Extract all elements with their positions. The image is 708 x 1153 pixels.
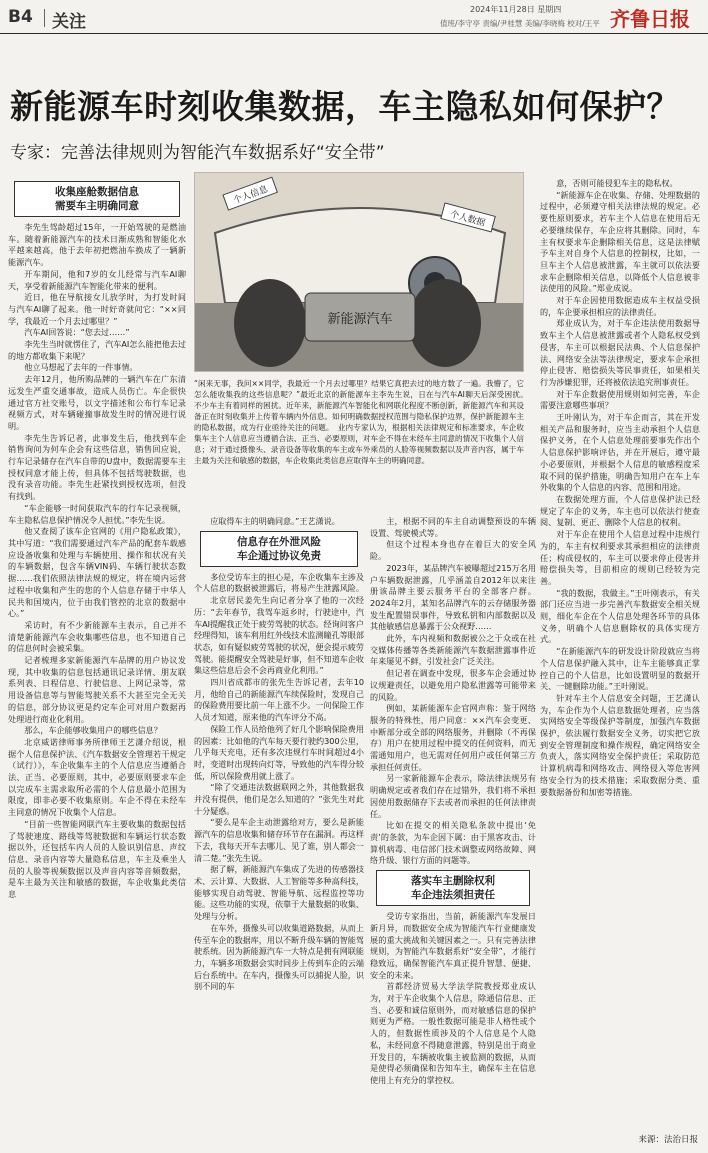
- paragraph: “我的数据，我做主。”王叶刚表示，有关部门还应当进一步完善汽车数据安全相关规则，细化车企在个人信息处理各环节的具体义务，明确个人信息删除权的具体实现方式。: [540, 587, 700, 645]
- paragraph: 例如，某新能源车企官网声称：鉴于网络服务的特殊性，用户同意：××汽车会变更、中断部分或全部的网络服务，并删除（不再保存）用户在使用过程中提交的任何资料，而无需通知用户，也无需对任何用户或任何第三方承担任何责任。: [370, 703, 536, 772]
- section-box-1-line-1: 收集座舱数据信息: [55, 186, 139, 198]
- paragraph: 北京威诺律师事务所律师王艺潇介绍说，根据个人信息保护法、《汽车数据安全管理若干规定（试行）》，车企收集车主的个人信息应当遵循合法、正当、必要原则，其中，必要原则要求车企以完成车主需求取所必需的个人信息最小范围为限度，即非必要不收集原则。车企不得在未经车主同意的情况下收集个人信息。: [8, 736, 186, 818]
- paragraph: 去年12月，他所购品牌的一辆汽车在广东清远发生严重交通事故，造成人员伤亡。车企很快通过官方社交账号，以文字描述和公布行车记录视频方式，对车辆碰撞事故发生时的情况进行说明。: [8, 374, 186, 431]
- paragraph: 李先生当时就愣住了，汽车AI怎么能把他去过的地方都收集下来呢？: [8, 339, 186, 361]
- column-3-body: [370, 516, 536, 867]
- passenger-seat: [409, 279, 481, 367]
- paragraph: 李先生驾龄超过15年，一开始驾驶的是燃油车。随着新能源汽车的技术日渐成熟和智能化水平越来越高，他于去年初把燃油车换成了一辆新能源汽车。: [8, 222, 186, 268]
- headline: 新能源车时刻收集数据，车主隐私如何保护？: [10, 87, 680, 126]
- section-box-1-line-2: 需要车主明确同意: [55, 200, 139, 212]
- section-box-2-line-2: 车企通过协议免责: [237, 549, 321, 562]
- car-label: 新能源汽车: [327, 312, 393, 327]
- driver-seat: [234, 279, 306, 367]
- paragraph: 对于车企数据使用规则如何完善，车企需要注意哪些事项？: [540, 388, 700, 411]
- section-box-2-line-1: 信息存在外泄风险: [237, 535, 321, 548]
- paragraph: 开车期间，他和7岁的女儿经常与汽车AI聊天，享受着新能源汽车智能化带来的便利。: [8, 268, 186, 291]
- column-1: [8, 178, 186, 1123]
- paragraph: “在新能源汽车的研发设计阶段就应当将个人信息保护融入其中，让车主能够真正掌控自己的个人信息，比如设置明显的数据开关、一键删除功能。”王叶刚说。: [540, 646, 700, 692]
- section-name: 关注: [52, 12, 86, 32]
- paragraph: 多位受访车主的担心是，车企收集车主涉及个人信息的数据被泄露后，将易产生泄露风险。: [194, 571, 364, 594]
- paragraph: “车企能够一时间获取汽车的行车记录视频，车主隐私信息保护情况令人担忧。”李先生说。: [8, 502, 186, 525]
- column-4: [540, 178, 700, 1123]
- car-interior-illustration: [195, 173, 524, 372]
- paragraph: 汽车AI回答说：“您去过……”: [24, 327, 130, 338]
- paragraph: “除了交通违法数据联网之外，其他数据我并没有提供，他们是怎么知道的？”张先生对此十分疑惑。: [194, 782, 364, 816]
- paragraph: 李先生告诉记者，此事发生后，他找到车企销售询问为何车企会有这些信息，销售回应说，行车记录储存在汽车自带的U盘中，数据需要车主授权同意才能上传，但具体不包括驾驶数据，也没有录音功能。李先生赶紧找到授权选项，但没有找到。: [8, 432, 186, 502]
- page-header: [0, 0, 708, 34]
- paragraph: 对于车企在使用个人信息过程中违规行为的，车主有权利要求其承担相应的法律责任；构成侵权的，车主可以要求停止侵害并赔偿损失等，目前相应的规则已经较为完善。: [540, 529, 700, 586]
- paragraph: 他又查阅了该车企官网的《用户隐私政策》，其中写道：“我们需要通过汽车产品的配套车载感应设备收集和处理与车辆使用、操作和状况有关的车辆数据，包含车辆VIN码、车辆行驶状态数据……我们依照法律法规的规定，将在境内运营过程中收集和产生的您的个人信息存储于中华人民共和国境内，位于由我们管控的北京的数据中心。”: [8, 526, 186, 619]
- illustration: [194, 172, 524, 372]
- column-3-body-2: [370, 911, 536, 1087]
- section-box-1: [14, 181, 180, 217]
- paragraph: “目前一些智能网联汽车主要收集的数据包括了驾驶速度、路线等驾驶数据和车辆运行状态数据以外，还包括车内人员的人脸识别信息、声纹信息、录音内容等大量隐私信息，车主及乘坐人员的人脸等视频数据以及声音内容等音频数据，是车主最为关注和敏感的数据，车企收集此类信息: [8, 818, 186, 900]
- data-tag-1-label: 个人信息: [232, 184, 270, 207]
- illustration-caption: “闲来无事，我问××同学，我最近一个月去过哪里？结果它真把去过的地方数了一遍。我懵了，它怎么能收集我的这些信息呢？”最近北京的新能源车主李先生说，日在与汽车AI聊天后深受困扰。 不少车主有着同样的困扰。近年来，新能源汽车智能化和网联化程度不断创新，新能源汽车和其设备正在时刻收集并上传着车辆内外信息。如何明确数据授权范围与隐私保护边界，保护新能源车主的隐私数据，成为行业亟待关注的问题。 业内专家认为，根据相关法律规定和标准要求，车企收集车主个人信息应当遵循合法、正当、必要原则，对车企不得在未经车主同意的情况下收集个人信息；对于通过摄像头、录音设备等收集的车主或车外乘员的人脸等视频数据以及声音内容，属于车主最为关注和敏感的数据，车企收集此类信息应取得车主的明确同意。: [194, 379, 532, 465]
- paragraph: 主，根据不同的车主自动调整预设的车辆设置、驾驶模式等。: [370, 516, 536, 538]
- paragraph: “新能源车企在收集、存储、处理数据的过程中，必须遵守相关法律法规的规定。必要性原则要求，若车主个人信息在使用后无必要继续保存，车企应将其删除。同时，车主有权要求车企删除相关信息，这是法律赋予车主对自身个人信息的控制权，比如，一旦车主个人信息被泄露，车主就可以依法要求车企删除相关信息，以降低个人信息被非法使用的风险。”郑业成说。: [540, 189, 700, 294]
- paragraph: 在数据处理方面，个人信息保护法已经规定了车企的义务，车主也可以依法行使查阅、复制、更正、删除个人信息的权利。: [540, 493, 700, 528]
- article-source: 来源：法治日报: [638, 1135, 698, 1145]
- paragraph: 在车外，摄像头可以收集道路数据，从而上传至车企的数据库，用以不断升级车辆的智能驾驶系统。因为新能源汽车一大特点是拥有网联能力，车辆多项数据会实时同步上传到车企的云端后台系统中。在车内，摄像头可以捕捉人脸，识别不同的车: [194, 922, 364, 992]
- paragraph: “要么是车企主动泄露给对方，要么是新能源汽车的信息收集和储存环节存在漏洞。再这样下去，我每天开车去哪儿、见了谁，别人都会一清二楚。”张先生说。: [194, 817, 364, 863]
- paragraph: 但记者在调查中发现，很多车企会通过协议规避责任，以避免用户隐私泄露等可能带来的风险。: [370, 668, 536, 702]
- paragraph: 王叶刚认为，对于车企而言，其在开发相关产品和服务时，应当主动承担个人信息保护义务，在个人信息处理前要事先作出个人信息保护影响评估，并在开展后，遵守最小必要原则，并根据个人信息的敏感程度采取不同的保护措施，明确告知用户在车上车外收集的个人信息的内容、范围和用途。: [540, 412, 700, 493]
- paragraph: 他立马想起了去年的一件事情。: [24, 362, 138, 373]
- section-box-2: [200, 531, 358, 567]
- page-number: B4: [8, 7, 33, 27]
- paragraph: 应取得车主的明确同意。”王艺潇说。: [210, 516, 340, 526]
- paragraph: 保险工作人员给他列了好几个影响保险费用的因素：比如他的汽车每天要行驶约300公里，几乎每天充电，还有多次违规行车时间超过4小时，变道时出现转向灯等，导致他的汽车得分较低，所以保险费用就上涨了。: [194, 723, 364, 781]
- paragraph: 对于车企因使用数据造成车主权益受损的，车企要承担相应的法律责任。: [540, 295, 700, 317]
- paragraph: 采访时，有不少新能源车主表示，自己并不清楚新能源汽车会收集哪些信息，也不知道自己的信息何时会被采集。: [8, 619, 186, 654]
- paragraph: 记者梳理多家新能源汽车品牌的用户协议发现，其中收集的信息包括通讯记录详情、朋友联系列表、日程信息、行驶信息、上网记录等，常用设备信息等与智能驾驶关系不大甚至完全无关的信息，部分协议更是约定车企可对用户数据再处理进行商业化利用。: [8, 655, 186, 724]
- editorial-credits: 值班/李守亭 责编/尹桂慧 美编/李晓梅 校对/王平: [440, 19, 600, 28]
- section-box-3-line-2: 车企违法须担责任: [411, 889, 495, 902]
- paragraph: 比如在提交的相关隐私条款中提出‘免责’的条款，为车企因下属：由于黑客攻击、计算机病毒、电信部门技术调整或网络故障、网络升级、银行方面的问题等。: [370, 820, 536, 866]
- paragraph: 意，否则可能侵犯车主的隐私权。: [556, 178, 678, 188]
- column-2: [194, 516, 364, 1123]
- column-2-body: [194, 572, 364, 993]
- paragraph: 北京居民姜先生向记者分享了他的一次经历：“去年春节，我驾车返乡时，行驶途中，汽车AI提醒我正处于疲劳驾驶的状态。经询问客户经理得知，该车利用红外线技术监测瞳孔等眼部状态，如有疑似疲劳驾驶的状况，便会提示疲劳驾驶。能提醒安全驾驶是好事，但不知道车企收集这些信息后会不会再商业化利用。”: [194, 595, 364, 676]
- section-box-3: [376, 870, 530, 906]
- column-1-body: [8, 222, 186, 901]
- issue-date: 2024年11月28日 星期四: [470, 5, 562, 14]
- paragraph: 四川省成都市的张先生告诉记者，去年10月，他给自己的新能源汽车续保险时，发现自己的保险费用要比前一年上涨不少。一问保险工作人员才知道，原来他的汽车评分不高。: [194, 677, 364, 723]
- section-box-3-line-1: 落实车主删除权利: [411, 875, 495, 888]
- newspaper-logo: 齐鲁日报: [610, 7, 690, 31]
- paragraph: 2023年，某品牌汽车被曝超过215万名用户车辆数据泄露，几乎涵盖自2012年以来注册该品牌主要云服务平台的全部客户群。2024年2月，某知名品牌汽车的云存储服务器发生配置错误事件，导致私钥和内部数据以及其他敏感信息暴露于公众视野……: [370, 562, 536, 632]
- paragraph: 郑业成认为，对于车企违法使用数据导致车主个人信息被泄露或者个人隐私权受到侵害，车主可以根据民法典、个人信息保护法、网络安全法等法律规定，要求车企承担停止侵害、赔偿损失等民事责任，如果相关行为涉嫌犯罪，还将被依法追究刑事责任。: [540, 318, 700, 387]
- column-2-top: [194, 516, 364, 528]
- paragraph: 据了解，新能源汽车集成了先进的传感器技术、云计算、大数据、人工智能等多种高科技，能够实现自动驾驶、智能导航、远程监控等功能。这些功能的实现，依靠于大量数据的收集、处理与分析。: [194, 864, 364, 922]
- data-tag-2-label: 个人数据: [448, 209, 487, 229]
- subheadline: 专家：完善法律规则为智能汽车数据系好“安全带”: [10, 143, 385, 163]
- paragraph: 近日，他在导航接女儿放学时，为打发时间与汽车AI聊了起来。他一时好奇就问它：“××同学，我最近一个月去过哪里？”: [8, 292, 186, 326]
- paragraph: 此外，车内视频和数据被公之于众或在社交媒体传播等各类新能源汽车数据泄露事件近年来屡见不鲜，引发社会广泛关注。: [370, 633, 536, 667]
- paragraph: 但这个过程本身也存在着巨大的安全风险。: [370, 539, 536, 562]
- paragraph: 针对车主个人信息安全问题，王艺潇认为，车企作为个人信息数据处理者，应当落实网络安全等级保护等制度，加强汽车数据保护，依法履行数据安全义务，切实把它放到安全管理制度和操作规程，确定网络安全负责人，落实网络安全保护责任；采取防范计算机病毒和网络攻击、网络侵入等危害网络安全行为的技术措施；采取数据分类、重要数据备份和加密等措施。: [540, 692, 700, 797]
- paragraph: 那么，车企能够收集用户的哪些信息？: [24, 725, 162, 736]
- paragraph: 首都经济贸易大学法学院教授郑业成认为，对于车企收集个人信息，除通信信息、正当、必要和诚信原则外，而对敏感信息的保护则更为严格。一般性数据可能是非人格性或个人的，但数据性质涉及的个人信息是个人隐私，未经同意不得随意泄露，特别是出于商业开发目的，车辆被收集主被监测的数据，从而是使得必须确保和告知车主，确保车主在信息使用上有充分的掌控权。: [370, 981, 536, 1085]
- column-4-body: [540, 178, 700, 798]
- column-3: [370, 516, 536, 1123]
- paragraph: 受访专家指出，当前，新能源汽车发展日新月异，而数据安全成为智能汽车行业健康发展的重大挑战和关键因素之一。只有完善法律规则，为智能汽车数据系好“安全带”，才能行稳致远，确保智能汽车真正提升智慧、便捷、安全的未来。: [370, 911, 536, 980]
- header-divider: [44, 9, 45, 27]
- paragraph: 另一家新能源车企表示，除法律法规另有明确规定或者我们存在过错外，我们将不承担因使用数据储存下去或者而承担的任何法律责任。: [370, 773, 536, 819]
